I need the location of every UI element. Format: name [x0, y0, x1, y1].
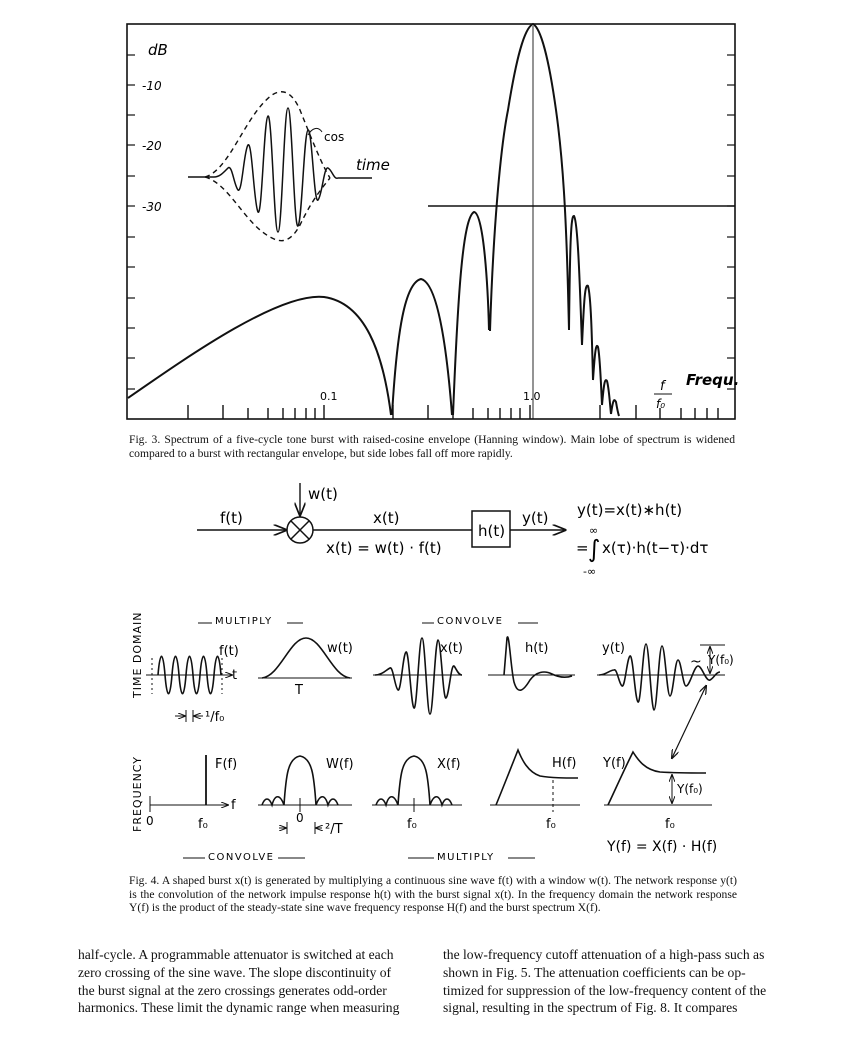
window-spectrum-label: W(f) [326, 757, 354, 772]
multiply-top: MULTIPLY [215, 616, 273, 627]
network-label: h(t) [478, 522, 506, 540]
inset-time-label: time [356, 156, 390, 174]
origin-label-1: 0 [146, 814, 154, 828]
burst-spectrum-label: X(f) [437, 757, 461, 772]
ratio-numerator: f [660, 379, 665, 394]
output-label: y(t) [522, 509, 549, 527]
body-column-left [78, 946, 420, 1017]
x-tick-label-1.0: 1.0 [523, 390, 541, 403]
plot-frame [127, 24, 735, 419]
burst-label: x(t) [373, 509, 400, 527]
window-label: w(t) [308, 485, 338, 503]
multiply-bottom: MULTIPLY [437, 852, 495, 863]
body-left-line-3: the burst signal at the zero crossings generates odd-order [78, 982, 387, 998]
time-domain-label: TIME DOMAIN [131, 611, 144, 698]
output-spectrum-label: Y(f) [603, 756, 626, 771]
y-axis-label: dB [148, 41, 168, 59]
output-time-label: y(t) [602, 641, 625, 656]
y-ticks-left [127, 55, 135, 389]
burst-time-label: x(t) [440, 641, 463, 656]
impulse-label: h(t) [525, 641, 549, 656]
origin-label-2: 0 [296, 811, 304, 825]
body-right-line-3: timized for suppression of the low-frequency content of the [443, 982, 767, 998]
x-tick-label-0.1: 0.1 [320, 390, 338, 403]
convolve-top: CONVOLVE [437, 616, 504, 627]
x-axis-label: Frequ. [686, 371, 740, 389]
integral-body: x(τ)·h(t−τ)·dτ [602, 539, 709, 557]
fig3-chart [0, 0, 850, 430]
y-f0-top-label: Y(f₀) [708, 653, 734, 667]
frequency-label: FREQUENCY [131, 755, 144, 832]
period-label: ¹/f₀ [205, 710, 225, 725]
inset-cos-label: cos [324, 130, 345, 144]
f0-label-3: f₀ [546, 817, 556, 832]
y-ticks-right [727, 55, 735, 389]
f-axis-label: f [231, 798, 236, 813]
inset-burst [188, 92, 372, 241]
body-left-line-2: zero crossing of the sine wave. The slope discontinuity of [78, 964, 392, 980]
body-column-right [443, 946, 785, 1017]
f0-label-2: f₀ [407, 817, 417, 832]
y-f0-bottom-label: Y(f₀) [677, 782, 703, 796]
integral-sign: ∫ [588, 535, 601, 563]
body-left-line-1: half-cycle. A programmable attenuator is switched at each [78, 947, 394, 962]
steady-state-tilde: ~ [690, 654, 702, 670]
body-right-line-2: shown in Fig. 5. The attenuation coefficients can be op- [443, 964, 746, 980]
inset-waveform [188, 108, 372, 232]
fig4-caption: Fig. 4. A shaped burst x(t) is generated by multiplying a continuous sine wave f(t) with a window w(t). The network response y(t) is the convolution of the network impulse response h(t) with the burst signal x(t). In the frequency domain the network response Y(f) is the product of the steady-state sine wave frequency response H(f) and the burst spectrum X(f). [129, 874, 737, 914]
body-left-line-4: harmonics. These limit the dynamic range when measuring [78, 1000, 400, 1016]
inset-envelope [205, 92, 330, 241]
body-right-line-4: signal, resulting in the spectrum of Fig. 8. It compares [443, 1000, 738, 1016]
domain-link-arrow [672, 686, 706, 758]
sine-label: f(t) [219, 644, 239, 659]
integral-lower-limit: -∞ [583, 565, 597, 578]
T-label: T [295, 683, 303, 698]
body-right-line-1: the low-frequency cutoff attenuation of a high-pass such as [443, 947, 765, 962]
spectrum-curve [128, 24, 619, 416]
sine-spectrum-label: F(f) [215, 757, 238, 772]
integral-equals: = [576, 539, 589, 557]
product-equation: Y(f) = X(f) · H(f) [607, 839, 718, 855]
window-time-label: w(t) [327, 641, 353, 656]
frequency-response-label: H(f) [552, 756, 577, 771]
fig3-caption: Fig. 3. Spectrum of a five-cycle tone burst with raised-cosine envelope (Hanning window). Main lobe of spectrum is widened compared to a burst with rectangular envelope, but side lobes fall off more rapidly. [129, 433, 735, 460]
f0-label-1: f₀ [198, 817, 208, 832]
y-tick-label-10: -10 [142, 79, 162, 93]
multiplier-node [287, 517, 313, 543]
convolution-equation: y(t)=x(t)∗h(t) [577, 501, 683, 519]
ratio-denominator: f₀ [656, 397, 666, 411]
integral-upper-limit: ∞ [589, 524, 599, 537]
burst-equation: x(t) = w(t) · f(t) [326, 539, 442, 557]
block-diagram [0, 475, 850, 605]
two-over-T-label: ²/T [325, 822, 343, 837]
f0-label-4: f₀ [665, 817, 675, 832]
convolve-bottom: CONVOLVE [208, 852, 275, 863]
y-tick-label-20: -20 [142, 139, 162, 153]
input-label: f(t) [220, 509, 243, 527]
t-axis-label: t [232, 668, 238, 683]
y-tick-label-30: -30 [142, 200, 162, 214]
fig4-diagram [0, 600, 850, 870]
